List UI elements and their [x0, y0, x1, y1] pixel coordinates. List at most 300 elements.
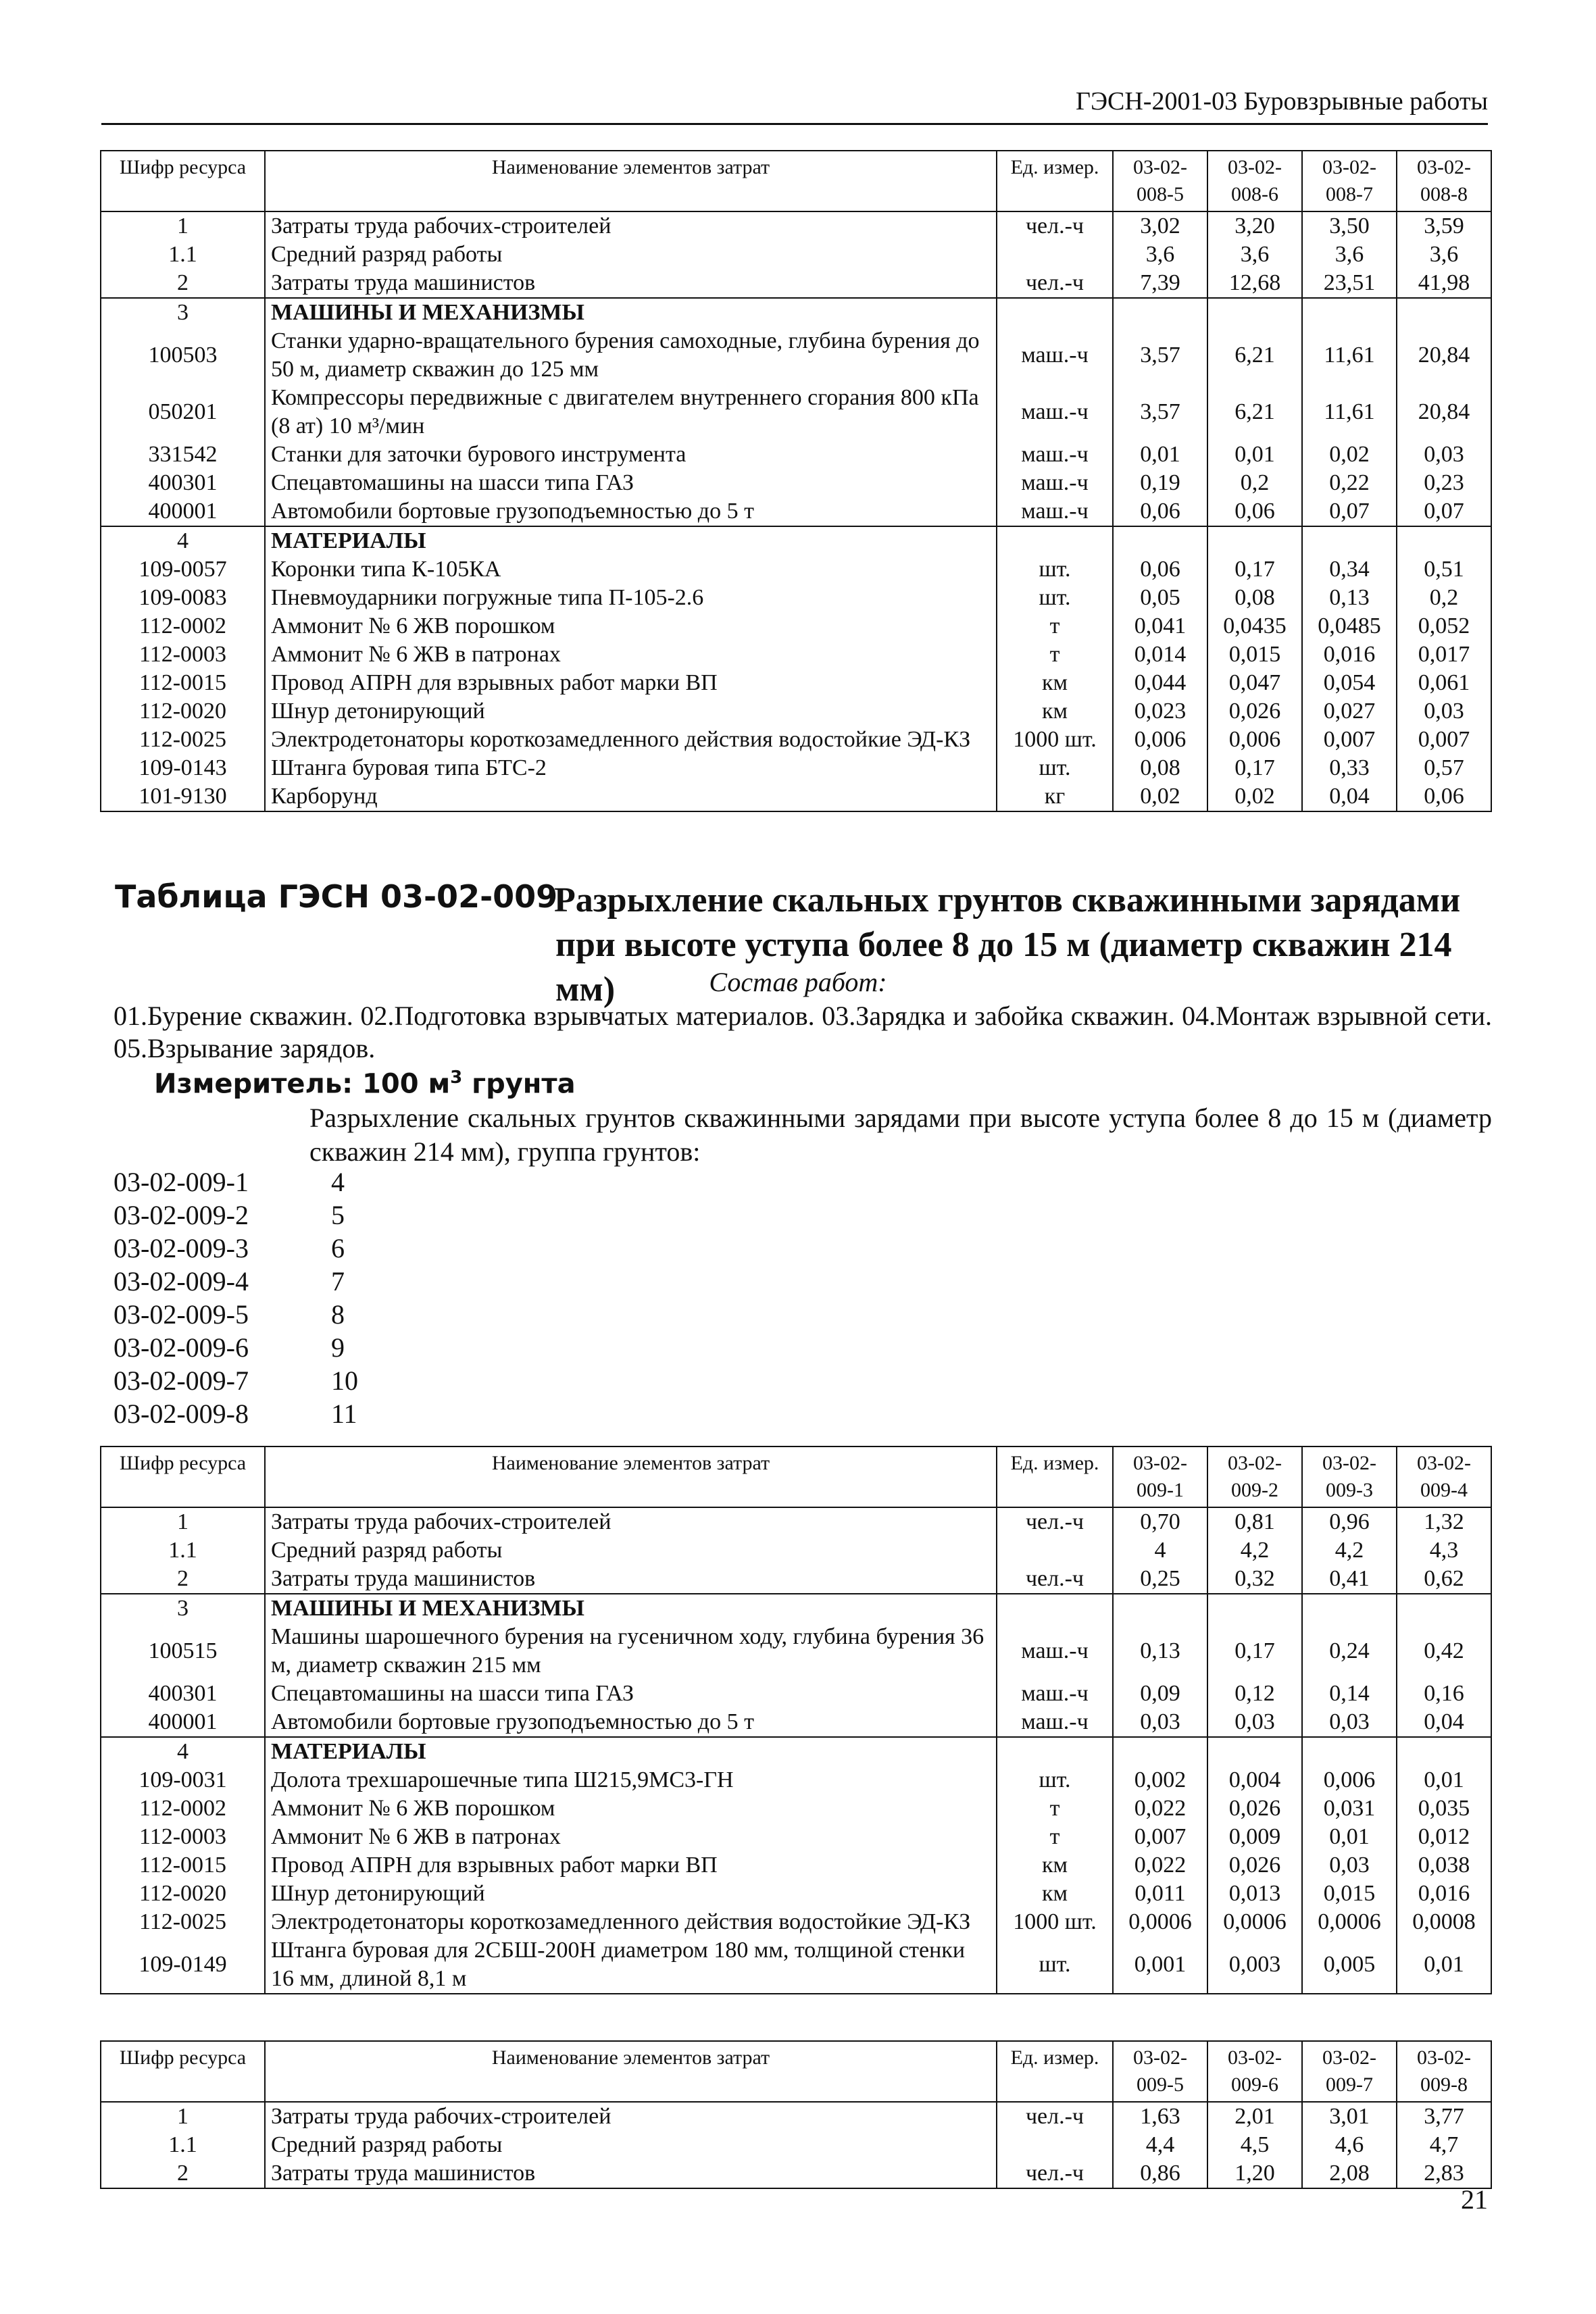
rate-value: 0,017 — [1397, 640, 1491, 669]
rate-value: 0,031 — [1302, 1794, 1397, 1823]
section-row — [101, 298, 1491, 327]
resource-code: 112-0003 — [101, 1823, 265, 1851]
rate-value: 0,023 — [1113, 697, 1207, 726]
rate-value: 0,026 — [1207, 697, 1302, 726]
table-row — [101, 469, 1491, 497]
resource-code: 2 — [101, 2159, 265, 2188]
resource-code: 1 — [101, 211, 265, 241]
rate-value: 3,6 — [1302, 241, 1397, 269]
rate-value — [1113, 1594, 1207, 1623]
rate-value: 0,02 — [1113, 782, 1207, 811]
column-header-rate: 03-02- 009-1 — [1113, 1447, 1207, 1507]
resource-unit: км — [997, 1851, 1113, 1880]
rate-value: 0,06 — [1397, 782, 1491, 811]
rate-value: 4 — [1113, 1536, 1207, 1565]
resource-code: 2 — [101, 1565, 265, 1594]
resource-unit: маш.-ч — [997, 1680, 1113, 1708]
table-row — [101, 640, 1491, 669]
rate-value: 3,57 — [1113, 327, 1207, 384]
resource-name: Аммонит № 6 ЖВ в патронах — [265, 640, 997, 669]
resource-code: 109-0057 — [101, 555, 265, 584]
table-row — [101, 2102, 1491, 2131]
table-row — [101, 241, 1491, 269]
rate-value: 0,16 — [1397, 1680, 1491, 1708]
resource-unit: км — [997, 669, 1113, 697]
header-row — [101, 2041, 1491, 2102]
column-header-rate: 03-02- 009-7 — [1302, 2041, 1397, 2102]
soil-group: 4 — [331, 1167, 345, 1197]
rate-list-item — [114, 1232, 399, 1265]
resource-code: 1.1 — [101, 1536, 265, 1565]
rate-value: 0,12 — [1207, 1680, 1302, 1708]
rate-value: 0,052 — [1397, 612, 1491, 640]
rate-value: 11,61 — [1302, 384, 1397, 441]
resource-name: Средний разряд работы — [265, 241, 997, 269]
resource-unit: чел.-ч — [997, 1565, 1113, 1594]
resource-unit — [997, 2131, 1113, 2159]
column-header-unit: Ед. измер. — [997, 151, 1113, 211]
resource-unit — [997, 526, 1113, 555]
header-row — [101, 1447, 1491, 1507]
rate-value: 1,20 — [1207, 2159, 1302, 2188]
column-header-rate: 03-02- 008-5 — [1113, 151, 1207, 211]
rate-value: 0,007 — [1397, 726, 1491, 754]
column-header-code: Шифр ресурса — [101, 1447, 265, 1507]
column-header-rate: 03-02- 009-5 — [1113, 2041, 1207, 2102]
rate-value: 0,006 — [1207, 726, 1302, 754]
resource-unit: чел.-ч — [997, 2102, 1113, 2131]
rate-value: 11,61 — [1302, 327, 1397, 384]
rate-value: 0,96 — [1302, 1507, 1397, 1536]
rate-value: 4,6 — [1302, 2131, 1397, 2159]
resource-unit: маш.-ч — [997, 497, 1113, 526]
rate-value: 0,17 — [1207, 754, 1302, 782]
resource-code: 400001 — [101, 1708, 265, 1737]
resource-unit — [997, 298, 1113, 327]
resource-name: МАШИНЫ И МЕХАНИЗМЫ — [265, 298, 997, 327]
resource-code: 1.1 — [101, 241, 265, 269]
rate-value: 0,014 — [1113, 640, 1207, 669]
rate-value: 0,01 — [1207, 441, 1302, 469]
rate-value: 41,98 — [1397, 269, 1491, 298]
soil-group: 8 — [331, 1299, 345, 1330]
resource-code: 112-0015 — [101, 1851, 265, 1880]
resource-code: 109-0083 — [101, 584, 265, 612]
rate-value: 0,03 — [1302, 1708, 1397, 1737]
section-row — [101, 526, 1491, 555]
rate-value: 20,84 — [1397, 327, 1491, 384]
resource-unit: 1000 шт. — [997, 1908, 1113, 1936]
table-row — [101, 1623, 1491, 1680]
rate-value: 0,002 — [1113, 1766, 1207, 1794]
rate-value — [1207, 526, 1302, 555]
rate-value: 0,02 — [1207, 782, 1302, 811]
table-row — [101, 384, 1491, 441]
rate-value: 0,14 — [1302, 1680, 1397, 1708]
rate-code: 03-02-009-3 — [114, 1233, 249, 1263]
rate-value: 3,20 — [1207, 211, 1302, 241]
rate-value: 0,054 — [1302, 669, 1397, 697]
table-row — [101, 1936, 1491, 1994]
rate-list-item — [114, 1331, 399, 1364]
resource-name: Электродетонаторы короткозамедленного действия водостойкие ЭД-КЗ — [265, 1908, 997, 1936]
resource-code: 4 — [101, 1737, 265, 1766]
table-heading-line-1: Разрыхление скальных грунтов скважинными зарядами — [554, 881, 1461, 920]
rate-value: 0,19 — [1113, 469, 1207, 497]
rate-value — [1207, 1594, 1302, 1623]
resource-table-009-5-8 — [100, 2040, 1492, 2189]
resource-code: 100503 — [101, 327, 265, 384]
rate-value: 3,50 — [1302, 211, 1397, 241]
resource-name: МАТЕРИАЛЫ — [265, 526, 997, 555]
rate-value: 0,62 — [1397, 1565, 1491, 1594]
rate-value: 0,03 — [1113, 1708, 1207, 1737]
rate-value: 0,2 — [1397, 584, 1491, 612]
column-header-name: Наименование элементов затрат — [265, 2041, 997, 2102]
column-header-rate: 03-02- 008-8 — [1397, 151, 1491, 211]
rate-code: 03-02-009-4 — [114, 1266, 249, 1297]
resource-name: Затраты труда машинистов — [265, 1565, 997, 1594]
resource-name: Долота трехшарошечные типа Ш215,9МС3-ГН — [265, 1766, 997, 1794]
rate-list-item — [114, 1298, 399, 1331]
rate-value: 0,17 — [1207, 555, 1302, 584]
soil-group: 11 — [331, 1399, 357, 1429]
resource-name: Компрессоры передвижные с двигателем внутреннего сгорания 800 кПа (8 ат) 10 м³/мин — [265, 384, 997, 441]
resource-code: 112-0025 — [101, 1908, 265, 1936]
rate-value: 0,011 — [1113, 1880, 1207, 1908]
resource-unit: шт. — [997, 1766, 1113, 1794]
resource-code: 101-9130 — [101, 782, 265, 811]
resource-code: 112-0002 — [101, 612, 265, 640]
resource-code: 1 — [101, 2102, 265, 2131]
table-row — [101, 2131, 1491, 2159]
column-header-rate: 03-02- 008-6 — [1207, 151, 1302, 211]
resource-name: Аммонит № 6 ЖВ порошком — [265, 612, 997, 640]
rate-value: 0,25 — [1113, 1565, 1207, 1594]
rate-value: 0,51 — [1397, 555, 1491, 584]
resource-unit: км — [997, 697, 1113, 726]
resource-name: Спецавтомашины на шасси типа ГАЗ — [265, 1680, 997, 1708]
resource-code: 400301 — [101, 469, 265, 497]
rate-value — [1113, 298, 1207, 327]
resource-name: Штанга буровая для 2СБШ-200Н диаметром 180 мм, толщиной стенки 16 мм, длиной 8,1 м — [265, 1936, 997, 1994]
table-row — [101, 1766, 1491, 1794]
rate-value: 0,007 — [1302, 726, 1397, 754]
column-header-rate: 03-02- 009-2 — [1207, 1447, 1302, 1507]
table-row — [101, 555, 1491, 584]
resource-code: 112-0020 — [101, 697, 265, 726]
rate-value — [1113, 1737, 1207, 1766]
works-description: 01.Бурение скважин. 02.Подготовка взрывчатых материалов. 03.Зарядка и забойка скважин. 04.Монтаж взрывной сети. 05.Взрывание зарядов. — [114, 1001, 1492, 1063]
table-row — [101, 612, 1491, 640]
rate-value: 0,70 — [1113, 1507, 1207, 1536]
rate-value — [1397, 526, 1491, 555]
resource-name: МАТЕРИАЛЫ — [265, 1737, 997, 1766]
table-row — [101, 697, 1491, 726]
resource-code: 400301 — [101, 1680, 265, 1708]
table-row — [101, 1536, 1491, 1565]
resource-name: Провод АПРН для взрывных работ марки ВП — [265, 669, 997, 697]
table-row — [101, 754, 1491, 782]
section-row — [101, 1737, 1491, 1766]
soil-group: 9 — [331, 1332, 345, 1363]
column-header-code: Шифр ресурса — [101, 2041, 265, 2102]
rate-value: 0,0006 — [1302, 1908, 1397, 1936]
resource-table-008 — [100, 150, 1492, 812]
table-row — [101, 497, 1491, 526]
rate-value: 6,21 — [1207, 384, 1302, 441]
rate-value: 0,24 — [1302, 1623, 1397, 1680]
resource-name: Средний разряд работы — [265, 2131, 997, 2159]
resource-code: 112-0003 — [101, 640, 265, 669]
rate-value: 0,23 — [1397, 469, 1491, 497]
resource-name: Штанга буровая типа БТС-2 — [265, 754, 997, 782]
rate-list-item — [114, 1364, 399, 1397]
resource-code: 3 — [101, 298, 265, 327]
resource-unit: т — [997, 1794, 1113, 1823]
rate-value: 0,2 — [1207, 469, 1302, 497]
rate-value — [1207, 1737, 1302, 1766]
resource-table-009-1-4 — [100, 1446, 1492, 1994]
resource-unit: т — [997, 1823, 1113, 1851]
rate-value: 0,01 — [1113, 441, 1207, 469]
rate-value: 0,09 — [1113, 1680, 1207, 1708]
table-row — [101, 269, 1491, 298]
scope-description: Разрыхление скальных грунтов скважинными зарядами при высоте уступа более 8 до 15 м (диаметр скважин 214 мм), группа грунтов: — [309, 1103, 1492, 1167]
rate-value: 2,83 — [1397, 2159, 1491, 2188]
rate-value: 0,006 — [1113, 726, 1207, 754]
rate-value: 23,51 — [1302, 269, 1397, 298]
rate-value: 0,012 — [1397, 1823, 1491, 1851]
table-row — [101, 211, 1491, 241]
section-row — [101, 1594, 1491, 1623]
rate-value: 4,2 — [1302, 1536, 1397, 1565]
rate-value: 0,035 — [1397, 1794, 1491, 1823]
resource-name: Шнур детонирующий — [265, 1880, 997, 1908]
rate-value: 0,026 — [1207, 1851, 1302, 1880]
resource-name: Средний разряд работы — [265, 1536, 997, 1565]
rate-value: 0,016 — [1397, 1880, 1491, 1908]
resource-unit: кг — [997, 782, 1113, 811]
resource-unit: т — [997, 612, 1113, 640]
table-row — [101, 1507, 1491, 1536]
resource-unit: чел.-ч — [997, 2159, 1113, 2188]
rate-value: 0,004 — [1207, 1766, 1302, 1794]
rate-value: 0,0006 — [1113, 1908, 1207, 1936]
table-heading-line-2: при высоте уступа более 8 до 15 м (диаметр скважин 214 мм) — [555, 926, 1452, 1009]
rate-value: 0,32 — [1207, 1565, 1302, 1594]
rate-value: 0,005 — [1302, 1936, 1397, 1994]
table-row — [101, 584, 1491, 612]
resource-code: 4 — [101, 526, 265, 555]
rate-value: 4,5 — [1207, 2131, 1302, 2159]
rate-value: 3,6 — [1207, 241, 1302, 269]
rate-value: 0,016 — [1302, 640, 1397, 669]
rate-value: 0,027 — [1302, 697, 1397, 726]
rate-value: 0,06 — [1113, 497, 1207, 526]
resource-unit: км — [997, 1880, 1113, 1908]
rate-value: 3,02 — [1113, 211, 1207, 241]
resource-name: Карборунд — [265, 782, 997, 811]
measure-prefix: Измеритель: 100 м — [154, 1068, 451, 1100]
resource-name: Автомобили бортовые грузоподъемностью до 5 т — [265, 497, 997, 526]
rate-value: 0,05 — [1113, 584, 1207, 612]
table-row — [101, 1708, 1491, 1737]
resource-name: Затраты труда машинистов — [265, 2159, 997, 2188]
resource-unit — [997, 1536, 1113, 1565]
rate-value: 0,026 — [1207, 1794, 1302, 1823]
resource-unit: 1000 шт. — [997, 726, 1113, 754]
column-header-rate: 03-02- 009-4 — [1397, 1447, 1491, 1507]
table-row — [101, 1680, 1491, 1708]
rate-value: 1,63 — [1113, 2102, 1207, 2131]
resource-code: 109-0031 — [101, 1766, 265, 1794]
rate-value: 4,7 — [1397, 2131, 1491, 2159]
rate-value: 4,3 — [1397, 1536, 1491, 1565]
rate-value: 0,08 — [1207, 584, 1302, 612]
rate-value: 0,03 — [1397, 697, 1491, 726]
rate-value: 7,39 — [1113, 269, 1207, 298]
rate-value: 3,6 — [1397, 241, 1491, 269]
resource-code: 112-0002 — [101, 1794, 265, 1823]
rate-value: 0,04 — [1302, 782, 1397, 811]
column-header-rate: 03-02- 009-3 — [1302, 1447, 1397, 1507]
resource-code: 1.1 — [101, 2131, 265, 2159]
rate-value: 0,08 — [1113, 754, 1207, 782]
resource-code: 112-0025 — [101, 726, 265, 754]
rate-value: 0,015 — [1207, 640, 1302, 669]
resource-code: 2 — [101, 269, 265, 298]
rate-value: 0,007 — [1113, 1823, 1207, 1851]
table-row — [101, 441, 1491, 469]
resource-code: 112-0020 — [101, 1880, 265, 1908]
rate-value: 0,03 — [1397, 441, 1491, 469]
rate-value: 0,13 — [1113, 1623, 1207, 1680]
resource-name: Станки для заточки бурового инструмента — [265, 441, 997, 469]
rate-value: 0,01 — [1302, 1823, 1397, 1851]
resource-unit: маш.-ч — [997, 469, 1113, 497]
rate-value — [1397, 1737, 1491, 1766]
resource-code: 400001 — [101, 497, 265, 526]
column-header-rate: 03-02- 009-8 — [1397, 2041, 1491, 2102]
measure-suffix: грунта — [462, 1068, 576, 1100]
resource-name: Аммонит № 6 ЖВ порошком — [265, 1794, 997, 1823]
rate-value: 0,061 — [1397, 669, 1491, 697]
rate-code: 03-02-009-7 — [114, 1365, 249, 1396]
resource-name: Станки ударно-вращательного бурения самоходные, глубина бурения до 50 м, диаметр скважин до 125 мм — [265, 327, 997, 384]
measure-unit — [154, 1067, 576, 1099]
column-header-rate: 03-02- 008-7 — [1302, 151, 1397, 211]
rate-value: 0,01 — [1397, 1766, 1491, 1794]
resource-name: Затраты труда рабочих-строителей — [265, 211, 997, 241]
rate-value: 0,06 — [1113, 555, 1207, 584]
resource-code: 1 — [101, 1507, 265, 1536]
measure-sup: 3 — [450, 1067, 463, 1088]
composition-label: Состав работ: — [709, 967, 887, 997]
rate-list-item — [114, 1265, 399, 1298]
rate-value: 4,4 — [1113, 2131, 1207, 2159]
rate-value: 2,01 — [1207, 2102, 1302, 2131]
rate-value — [1397, 298, 1491, 327]
resource-code: 050201 — [101, 384, 265, 441]
resource-unit: маш.-ч — [997, 441, 1113, 469]
table-row — [101, 782, 1491, 811]
table-row — [101, 669, 1491, 697]
resource-name: Пневмоударники погружные типа П-105-2.6 — [265, 584, 997, 612]
resource-code: 3 — [101, 1594, 265, 1623]
column-header-unit: Ед. измер. — [997, 1447, 1113, 1507]
soil-group: 5 — [331, 1200, 345, 1230]
rate-value: 0,17 — [1207, 1623, 1302, 1680]
rate-code: 03-02-009-6 — [114, 1332, 249, 1363]
rate-value: 0,022 — [1113, 1794, 1207, 1823]
rate-value: 0,041 — [1113, 612, 1207, 640]
rate-value: 0,03 — [1302, 1851, 1397, 1880]
rate-value: 4,2 — [1207, 1536, 1302, 1565]
rate-value: 0,0006 — [1207, 1908, 1302, 1936]
page-number: 21 — [1461, 2184, 1488, 2215]
resource-name: Аммонит № 6 ЖВ в патронах — [265, 1823, 997, 1851]
resource-unit: шт. — [997, 555, 1113, 584]
rate-value: 0,42 — [1397, 1623, 1491, 1680]
rate-value — [1113, 526, 1207, 555]
column-header-code: Шифр ресурса — [101, 151, 265, 211]
table-row — [101, 2159, 1491, 2188]
rate-value: 3,6 — [1113, 241, 1207, 269]
rate-value: 2,08 — [1302, 2159, 1397, 2188]
table-row — [101, 1794, 1491, 1823]
rate-value: 0,01 — [1397, 1936, 1491, 1994]
rate-list-item — [114, 1397, 399, 1430]
resource-name: Автомобили бортовые грузоподъемностью до 5 т — [265, 1708, 997, 1737]
resource-code: 100515 — [101, 1623, 265, 1680]
table-row — [101, 1565, 1491, 1594]
resource-name: Электродетонаторы короткозамедленного действия водостойкие ЭД-КЗ — [265, 726, 997, 754]
rate-code: 03-02-009-5 — [114, 1299, 249, 1330]
rate-value: 12,68 — [1207, 269, 1302, 298]
resource-name: МАШИНЫ И МЕХАНИЗМЫ — [265, 1594, 997, 1623]
rate-list-item — [114, 1165, 399, 1199]
rate-value: 0,07 — [1302, 497, 1397, 526]
rate-value: 0,0435 — [1207, 612, 1302, 640]
rate-code: 03-02-009-2 — [114, 1200, 249, 1230]
rate-value: 0,07 — [1397, 497, 1491, 526]
rate-value: 0,81 — [1207, 1507, 1302, 1536]
soil-group: 7 — [331, 1266, 345, 1297]
table-row — [101, 1908, 1491, 1936]
resource-name: Затраты труда рабочих-строителей — [265, 1507, 997, 1536]
rate-value: 3,59 — [1397, 211, 1491, 241]
resource-unit: шт. — [997, 584, 1113, 612]
rate-value: 0,038 — [1397, 1851, 1491, 1880]
resource-unit: чел.-ч — [997, 1507, 1113, 1536]
resource-unit: чел.-ч — [997, 269, 1113, 298]
rate-value: 3,77 — [1397, 2102, 1491, 2131]
resource-name: Провод АПРН для взрывных работ марки ВП — [265, 1851, 997, 1880]
resource-unit: маш.-ч — [997, 1623, 1113, 1680]
rate-value: 1,32 — [1397, 1507, 1491, 1536]
column-header-unit: Ед. измер. — [997, 2041, 1113, 2102]
resource-unit: шт. — [997, 1936, 1113, 1994]
rate-value: 0,34 — [1302, 555, 1397, 584]
rate-value: 0,001 — [1113, 1936, 1207, 1994]
rate-value: 0,06 — [1207, 497, 1302, 526]
resource-unit — [997, 1737, 1113, 1766]
rate-list-item — [114, 1199, 399, 1232]
resource-unit: чел.-ч — [997, 211, 1113, 241]
rate-value: 0,04 — [1397, 1708, 1491, 1737]
rate-code: 03-02-009-8 — [114, 1399, 249, 1429]
